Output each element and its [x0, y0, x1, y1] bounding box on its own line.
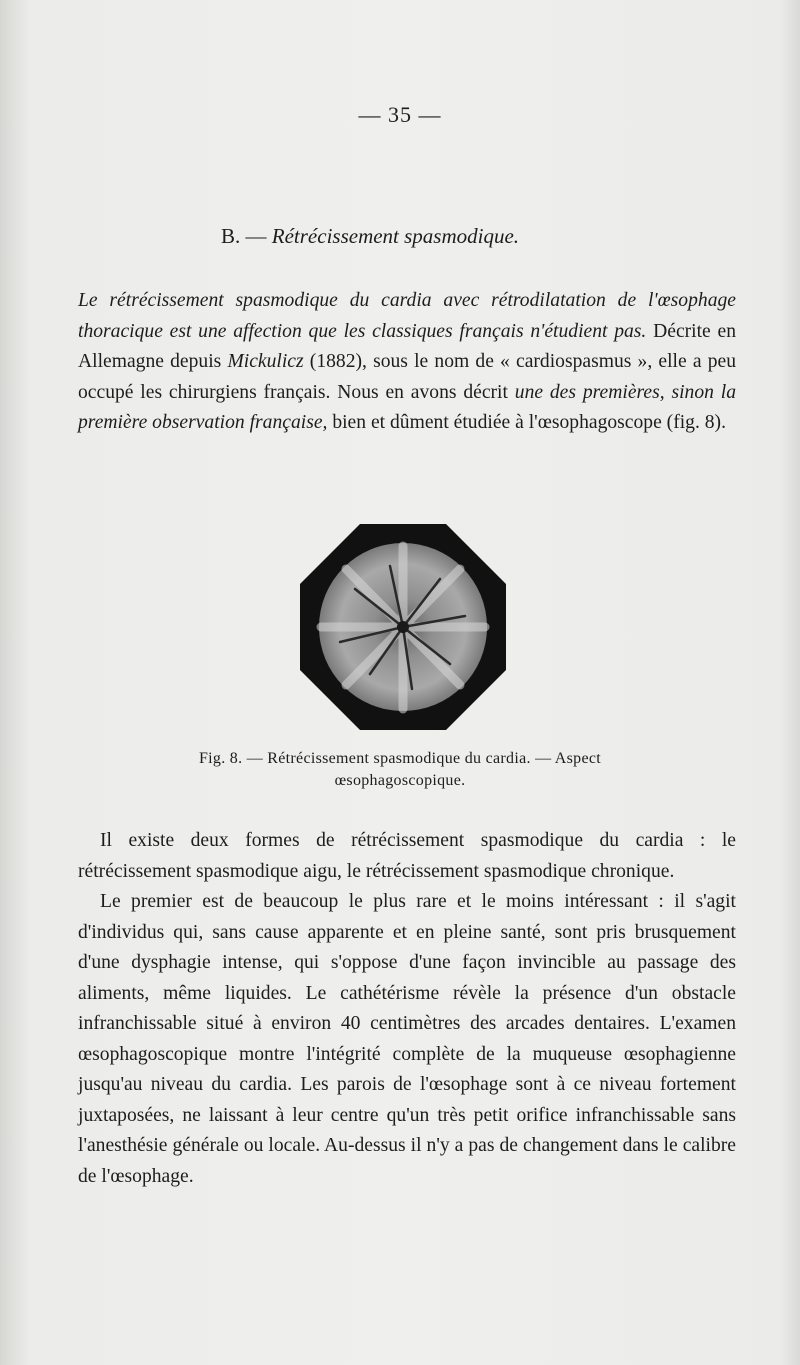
page-number: — 35 —: [358, 102, 442, 127]
intro-text-3: bien et dûment étudiée à l'œsophagoscope (fig. 8).: [327, 412, 726, 433]
section-heading: [221, 224, 519, 249]
body-text: [78, 826, 736, 1192]
intro-text-2: (1882), sous le nom de « cardiospasmus », elle a peu occupé les chirurgiens français. Nous en avons décrit: [78, 351, 736, 403]
intro-paragraph: [78, 286, 736, 439]
figure-caption-line-2: œsophagoscopique.: [334, 772, 466, 789]
body-paragraph-2: Le premier est de beaucoup le plus rare et le moins intéressant : il s'agit d'individus qui, sans cause apparente et en pleine santé, sont pris brusquement d'une dysphagie intense, qui s'oppose d'une façon invincible au passage des aliments, même liquides. Le cathétérisme révèle la présence d'un obstacle infranchissable situé à environ 40 centimètres des arcades dentaires. L'examen œsophagoscopique montre l'intégrité complète de la muqueuse œsophagienne jusqu'au niveau du cardia. Les parois de l'œsophage sont à ce niveau fortement juxtaposées, ne laissant à leur centre qu'un très petit orifice infranchissable sans l'anesthésie générale ou locale. Au-dessus il n'y a pas de changement dans le calibre de l'œsophage.: [78, 891, 736, 1187]
octagon-oesophagoscope-illustration: [300, 524, 506, 730]
intro-author-name: Mickulicz: [227, 351, 304, 372]
section-title: Rétrécissement spasmodique.: [271, 224, 520, 248]
intro-text-1: Décrite en Allemagne depuis: [78, 320, 736, 372]
intro-italic-emphasis: une des premières, sinon la première observation française,: [78, 381, 736, 433]
section-letter: B. —: [221, 224, 272, 248]
intro-italic-lead: Le rétrécissement spasmodique du cardia avec rétrodilatation de l'œsophage thoracique est une affection que les classiques français n'étudient pas.: [78, 290, 736, 342]
figure-caption: [100, 748, 700, 792]
figure-caption-line-1: Fig. 8. — Rétrécissement spasmodique du cardia. — Aspect: [198, 750, 602, 767]
figure-oesophagoscopic-view: [300, 524, 506, 730]
body-paragraph-1: Il existe deux formes de rétrécissement spasmodique du cardia : le rétrécissement spasmodique aigu, le rétrécissement spasmodique chronique.: [78, 830, 736, 882]
